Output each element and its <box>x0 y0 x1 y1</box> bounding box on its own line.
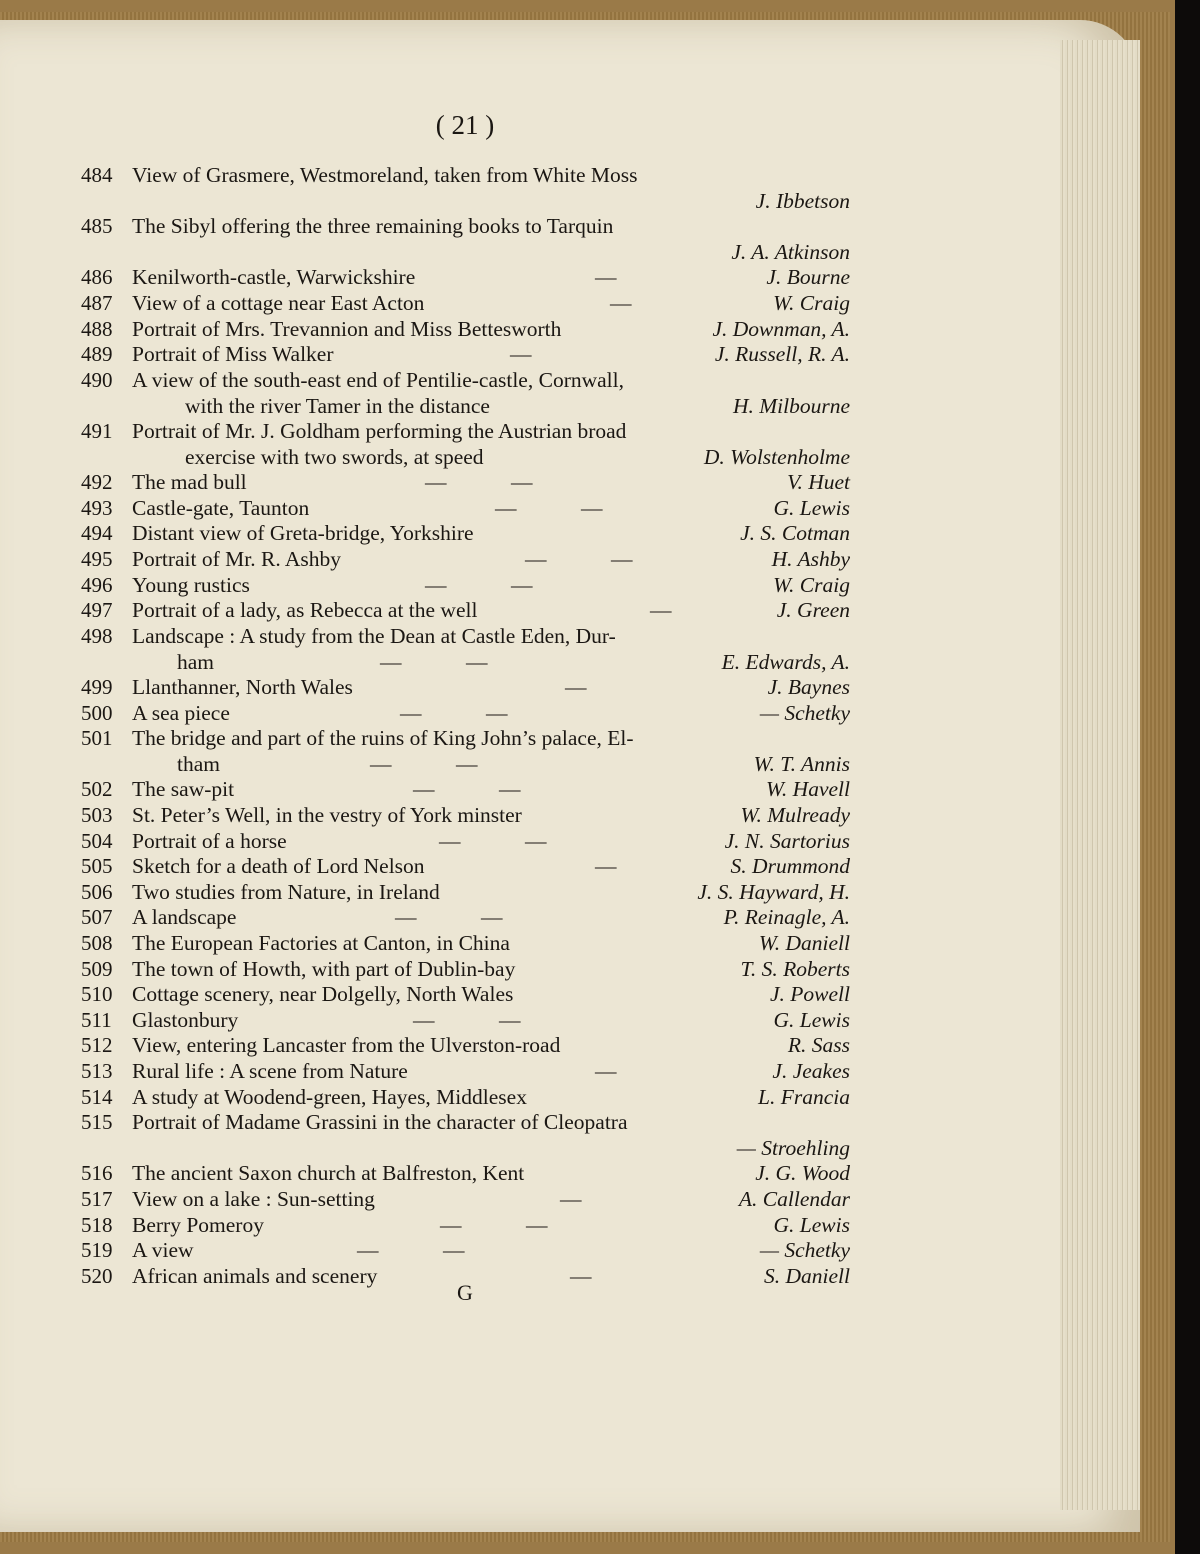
leader-dashes: — <box>570 1263 592 1288</box>
entry-title: A landscape <box>132 905 237 930</box>
page-edges <box>1060 40 1140 1510</box>
artist-name: — Schetky <box>759 1238 850 1263</box>
entry-number: 484 <box>81 163 113 187</box>
artist-name: J. Green <box>776 598 850 623</box>
leader-dashes: — — <box>395 905 503 930</box>
artist-name: T. S. Roberts <box>740 956 850 981</box>
entry-title: Kenilworth-castle, Warwickshire <box>132 265 416 290</box>
entry-title: Portrait of Miss Walker <box>132 342 334 367</box>
entry-title: Portrait of Mrs. Trevannion and Miss Bettesworth <box>132 316 562 341</box>
artist-name: G. Lewis <box>773 1212 850 1237</box>
leader-dashes: — <box>565 675 587 699</box>
artist-name: — Schetky <box>759 700 850 725</box>
artist-name: G. Lewis <box>773 495 850 520</box>
artist-name: G. Lewis <box>773 1007 850 1032</box>
artist-name: J. Ibbetson <box>755 189 850 213</box>
leader-dashes: — — <box>439 828 547 853</box>
entry-title: The ancient Saxon church at Balfreston, Kent <box>132 1161 525 1186</box>
artist-name: J. Baynes <box>767 675 850 699</box>
entry-title: African animals and scenery <box>132 1263 378 1288</box>
artist-name: L. Francia <box>758 1084 850 1109</box>
entry-number: 492 <box>81 470 113 495</box>
catalogue-entry <box>75 469 850 495</box>
entry-number: 497 <box>81 598 113 623</box>
leader-dashes: — <box>650 598 672 623</box>
entry-title: Distant view of Greta-bridge, Yorkshire <box>132 521 474 546</box>
entry-number: 490 <box>81 367 113 392</box>
catalogue-entry <box>75 597 850 623</box>
catalogue-entry <box>75 316 850 342</box>
entry-number: 500 <box>81 700 113 725</box>
entry-number: 514 <box>81 1084 113 1109</box>
leader-dashes: — <box>595 854 617 879</box>
entry-title: View, entering Lancaster from the Ulverston-road <box>132 1033 561 1058</box>
catalogue-entry <box>75 1032 850 1058</box>
entry-title: St. Peter’s Well, in the vestry of York minster <box>132 803 522 827</box>
artist-name: V. Huet <box>787 470 850 495</box>
artist-name: H. Milbourne <box>732 393 850 418</box>
artist-name: W. Daniell <box>758 931 850 955</box>
entry-number: 508 <box>81 931 113 955</box>
leader-dashes: — — <box>400 700 508 725</box>
catalogue-entry <box>75 1007 850 1033</box>
entry-title: The European Factories at Canton, in China <box>132 931 510 955</box>
artist-name: S. Drummond <box>730 854 850 879</box>
entry-number: 491 <box>81 419 113 443</box>
leader-dashes: — — <box>413 1007 521 1032</box>
artist-name: W. T. Annis <box>753 752 850 777</box>
artist-name: J. G. Wood <box>755 1161 850 1186</box>
leader-dashes: — — <box>425 572 533 597</box>
artist-name: R. Sass <box>787 1033 850 1058</box>
entry-title: A study at Woodend-green, Hayes, Middlesex <box>132 1084 527 1109</box>
signature-mark: G <box>457 1280 473 1305</box>
leader-dashes: — — <box>495 495 603 520</box>
entry-number: 518 <box>81 1212 113 1237</box>
entry-number: 485 <box>81 214 113 239</box>
artist-name: S. Daniell <box>764 1263 850 1288</box>
catalogue-entry <box>75 1237 850 1263</box>
entry-title: The saw-pit <box>132 777 235 802</box>
catalogue-entry <box>75 367 850 418</box>
catalogue-entry <box>75 264 850 290</box>
entry-title: Glastonbury <box>132 1007 239 1032</box>
entry-title: Portrait of Madame Grassini in the character of Cleopatra <box>132 1110 628 1135</box>
catalogue-entry <box>75 290 850 316</box>
entry-title: Llanthanner, North Wales <box>132 675 353 699</box>
entry-number: 494 <box>81 521 113 546</box>
leader-dashes: — — <box>380 649 488 674</box>
artist-name: — Stroehling <box>736 1136 850 1161</box>
entry-number: 516 <box>81 1161 113 1186</box>
catalogue-entry <box>75 828 850 854</box>
artist-name: J. Downman, A. <box>712 316 850 341</box>
entry-number: 505 <box>81 854 113 879</box>
catalogue-entry <box>75 802 850 828</box>
entry-title: The Sibyl offering the three remaining books to Tarquin <box>132 214 614 239</box>
entry-number: 496 <box>81 572 113 597</box>
artist-name: J. A. Atkinson <box>731 240 850 265</box>
entry-title: Landscape : A study from the Dean at Castle Eden, Dur- <box>132 623 616 648</box>
entry-number: 512 <box>81 1033 113 1058</box>
leader-dashes: — — <box>440 1212 548 1237</box>
entry-number: 501 <box>81 726 113 751</box>
entry-title: The bridge and part of the ruins of King John’s palace, El- <box>132 726 634 751</box>
entry-number: 504 <box>81 828 113 853</box>
artist-name: W. Craig <box>773 291 850 315</box>
entry-title: Berry Pomeroy <box>132 1212 264 1237</box>
leader-dashes: — — <box>370 752 478 777</box>
entry-number: 489 <box>81 342 113 367</box>
catalogue-entry <box>75 1058 850 1084</box>
catalogue-entry <box>75 930 850 956</box>
entry-number: 502 <box>81 777 113 802</box>
entry-number: 506 <box>81 879 113 904</box>
entry-number: 503 <box>81 803 113 827</box>
entry-title: Portrait of Mr. R. Ashby <box>132 547 342 571</box>
entry-title: Portrait of a horse <box>132 828 287 853</box>
entry-number: 499 <box>81 675 113 699</box>
entry-title-continuation: exercise with two swords, at speed <box>185 445 484 469</box>
entry-number: 493 <box>81 495 113 520</box>
catalogue-entry <box>75 418 850 469</box>
artist-name: J. Powell <box>769 982 850 1007</box>
entry-title: A view of the south-east end of Pentilie-castle, Cornwall, <box>132 367 624 392</box>
entry-number: 507 <box>81 905 113 930</box>
artist-name: J. N. Sartorius <box>724 828 850 853</box>
catalogue-entry <box>75 546 850 572</box>
catalogue-entry <box>75 1186 850 1212</box>
catalogue-entry <box>75 572 850 598</box>
entry-number: 520 <box>81 1263 113 1288</box>
artist-name: H. Ashby <box>771 547 850 571</box>
leader-dashes: — — <box>425 470 533 495</box>
entry-number: 519 <box>81 1238 113 1263</box>
entry-title: View on a lake : Sun-setting <box>132 1187 375 1211</box>
leader-dashes: — <box>595 1059 617 1083</box>
entry-title: A sea piece <box>132 700 230 725</box>
leader-dashes: — — <box>413 777 521 802</box>
catalogue-entry <box>75 520 850 546</box>
catalogue-entry <box>75 341 850 367</box>
artist-name: D. Wolstenholme <box>703 445 850 469</box>
leader-dashes: — — <box>357 1238 465 1263</box>
catalogue-entry <box>75 1212 850 1238</box>
entry-title: The town of Howth, with part of Dublin-bay <box>132 956 516 981</box>
entry-title: A view <box>132 1238 194 1263</box>
catalogue-entry <box>75 853 850 879</box>
entry-number: 515 <box>81 1110 113 1135</box>
artist-name: J. S. Cotman <box>740 521 850 546</box>
catalogue-entry <box>75 700 850 726</box>
entry-title: Castle-gate, Taunton <box>132 495 310 520</box>
entry-title: Sketch for a death of Lord Nelson <box>132 854 425 879</box>
entry-title: Two studies from Nature, in Ireland <box>132 879 440 904</box>
entry-title: View of Grasmere, Westmoreland, taken from White Moss <box>132 163 638 187</box>
entry-title-continuation: tham <box>177 752 220 777</box>
entry-title: Portrait of Mr. J. Goldham performing the Austrian broad <box>132 419 627 443</box>
entry-number: 486 <box>81 265 113 290</box>
page-number: ( 21 ) <box>435 110 495 140</box>
entry-number: 509 <box>81 956 113 981</box>
artist-name: W. Mulready <box>740 803 850 827</box>
artist-name: W. Havell <box>766 777 850 802</box>
entry-number: 488 <box>81 316 113 341</box>
leader-dashes: — <box>595 265 617 290</box>
entry-number: 487 <box>81 291 113 315</box>
artist-name: J. Jeakes <box>772 1059 850 1083</box>
catalogue-entry <box>75 725 850 777</box>
catalogue-entry <box>75 956 850 982</box>
catalogue-entry <box>75 776 850 802</box>
entry-title-continuation: ham <box>177 649 215 674</box>
catalogue-entry <box>75 623 850 674</box>
entry-title: Young rustics <box>132 572 250 597</box>
catalogue-entry <box>75 674 850 700</box>
leader-dashes: — <box>560 1187 582 1211</box>
artist-name: P. Reinagle, A. <box>723 905 850 930</box>
catalogue-entry <box>75 1109 850 1161</box>
entry-number: 517 <box>81 1187 113 1211</box>
artist-name: A. Callendar <box>738 1187 850 1211</box>
leader-dashes: — <box>510 342 532 367</box>
entry-title: Cottage scenery, near Dolgelly, North Wales <box>132 982 514 1007</box>
artist-name: W. Craig <box>773 572 850 597</box>
catalogue-entry <box>75 1084 850 1110</box>
entry-number: 495 <box>81 547 113 571</box>
catalogue-entry <box>75 879 850 905</box>
catalogue-entry <box>75 495 850 521</box>
entry-title: The mad bull <box>132 470 247 495</box>
catalogue-entry <box>75 213 850 265</box>
artist-name: J. Bourne <box>766 265 850 290</box>
artist-name: J. S. Hayward, H. <box>697 879 850 904</box>
artist-name: J. Russell, R. A. <box>714 342 850 367</box>
leader-dashes: — — <box>525 547 633 571</box>
catalogue-entry <box>75 162 850 213</box>
leader-dashes: — <box>610 291 632 315</box>
catalogue-entry <box>75 1160 850 1186</box>
catalogue-entry <box>75 981 850 1007</box>
entry-title: View of a cottage near East Acton <box>132 291 425 315</box>
entry-number: 510 <box>81 982 113 1007</box>
entry-title-continuation: with the river Tamer in the distance <box>185 393 490 418</box>
entry-title: Rural life : A scene from Nature <box>132 1059 408 1083</box>
catalogue-entry <box>75 904 850 930</box>
entry-number: 511 <box>81 1007 112 1032</box>
artist-name: E. Edwards, A. <box>721 649 850 674</box>
entry-title: Portrait of a lady, as Rebecca at the well <box>132 598 478 623</box>
entry-number: 498 <box>81 623 113 648</box>
entry-number: 513 <box>81 1059 113 1083</box>
